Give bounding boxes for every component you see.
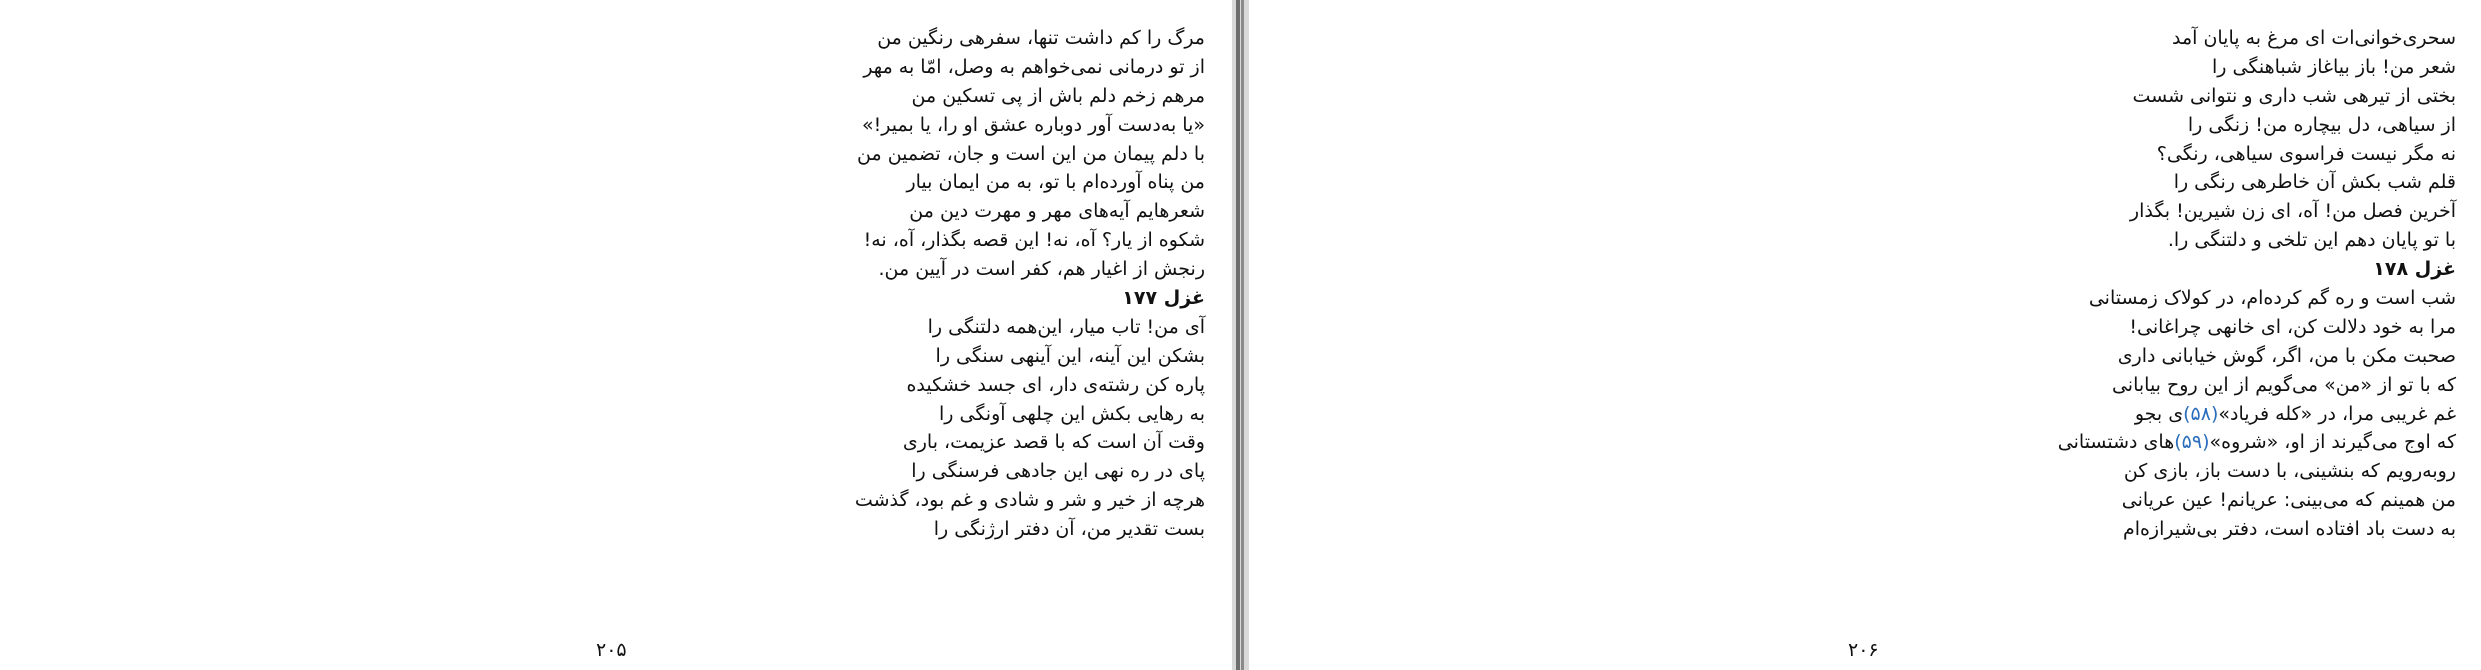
poem-text: های دشتستانی [2057,431,2175,454]
right-page [1249,0,2481,670]
poem-line: که با تو از «من» می‌گویم از این روح بیابانی [2111,373,2456,396]
poem-line: من پناه آورده‌ام با تو، به من ایمان بیار [906,171,1205,194]
poem-line: پای در ره نهی این جادهی فرسنگی را [911,460,1205,483]
poem-line: شعرهایم آیه‌های مهر و مهرت دین من [909,200,1205,223]
poem-line: صحبت مکن با من، اگر، گوش خیابانی داری [2117,344,2456,367]
left-page [0,0,1232,670]
poem-text: غم غریبی مرا، در «کله فریاد» [2218,402,2456,425]
poem-line: شب است و ره گم کرده‌ام، در کولاک زمستانی [2088,287,2456,310]
book-spine [1232,0,1249,670]
footnote-link-59[interactable]: (۵۹) [2174,431,2210,454]
poem-line: بشکن این آینه، این آینهی سنگی را [935,344,1205,367]
poem-line [1816,428,2456,457]
poem-line [1816,400,2456,429]
ghazal-heading: غزل ۱۷۸ [2373,258,2456,281]
poem-line: از تو درمانی نمی‌خواهم به وصل، امّا به مهر [863,55,1205,78]
poem-line: نه مگر نیست فراسوی سیاهی، رنگی؟ [2156,142,2456,165]
page-number: ۲۰۶ [1848,639,1879,661]
poem-line: من همینم که می‌بینی: عریانم! عین عریانی [2121,489,2456,512]
poem-line: پاره کن رشته‌ی دار، ای جسد خشکیده [906,373,1205,396]
poem-line: وقت آن است که با قصد عزیمت، باری [902,431,1205,454]
page-number: ۲۰۵ [596,639,627,661]
poem-line: شکوه از یار؟ آه، نه! این قصه بگذار، آه، نه! [863,229,1205,252]
poem-line: آخرین فصل من! آه، ای زن شیرین! بگذار [2129,200,2456,223]
right-page-text [1816,24,2456,544]
poem-line: مرهم زخم دلم باش از پی تسکین من [911,84,1205,107]
poem-line: شعر من! باز بیاغاز شباهنگی را [2212,55,2456,78]
poem-line: از سیاهی، دل بیچاره من! زنگی را [2187,113,2456,136]
poem-line: بختی از تیرهی شب داری و نتوانی شست [2132,84,2456,107]
poem-line: با دلم پیمان من این است و جان، تضمین من [857,142,1205,165]
poem-line: با تو پایان دهم این تلخی و دلتنگی را. [2167,229,2456,252]
spine-edge [1236,0,1240,670]
left-page-text [605,24,1205,544]
poem-line: روبه‌رویم که بنشینی، با دست باز، بازی کن [2123,460,2456,483]
poem-line: بست تقدیر من، آن دفتر ارژنگی را [933,518,1205,541]
poem-line: مرگ را کم داشت تنها، سفرهی رنگین من [877,27,1205,49]
poem-line: سحری‌خوانی‌ات ای مرغ به پایان آمد [2171,27,2456,49]
poem-line: آی من! تاب میار، این‌همه دلتنگی را [927,315,1205,338]
poem-line: مرا به خود دلالت کن، ای خانهی چراغانی! [2129,315,2456,338]
poem-line: رنجش از اغیار هم، کفر است در آیین من. [878,258,1205,281]
poem-line: «یا به‌دست آور دوباره عشق او را، یا بمیر!» [862,113,1205,136]
poem-text: ی بجو [2134,402,2184,425]
poem-line: قلم شب بکش آن خاطرهی رنگی را [2173,171,2456,194]
poem-line: به رهایی بکش این چلهی آونگی را [938,402,1205,425]
poem-line: به دست باد افتاده است، دفتر بی‌شیرازه‌ام [2122,518,2456,541]
poem-text: که اوج می‌گیرند از او، «شروه» [2209,431,2456,454]
spine-edge [1241,0,1244,670]
footnote-link-58[interactable]: (۵۸) [2183,402,2219,425]
ghazal-heading: غزل ۱۷۷ [1122,287,1205,310]
poem-line: هرچه از خیر و شر و شادی و غم بود، گذشت [854,489,1205,512]
